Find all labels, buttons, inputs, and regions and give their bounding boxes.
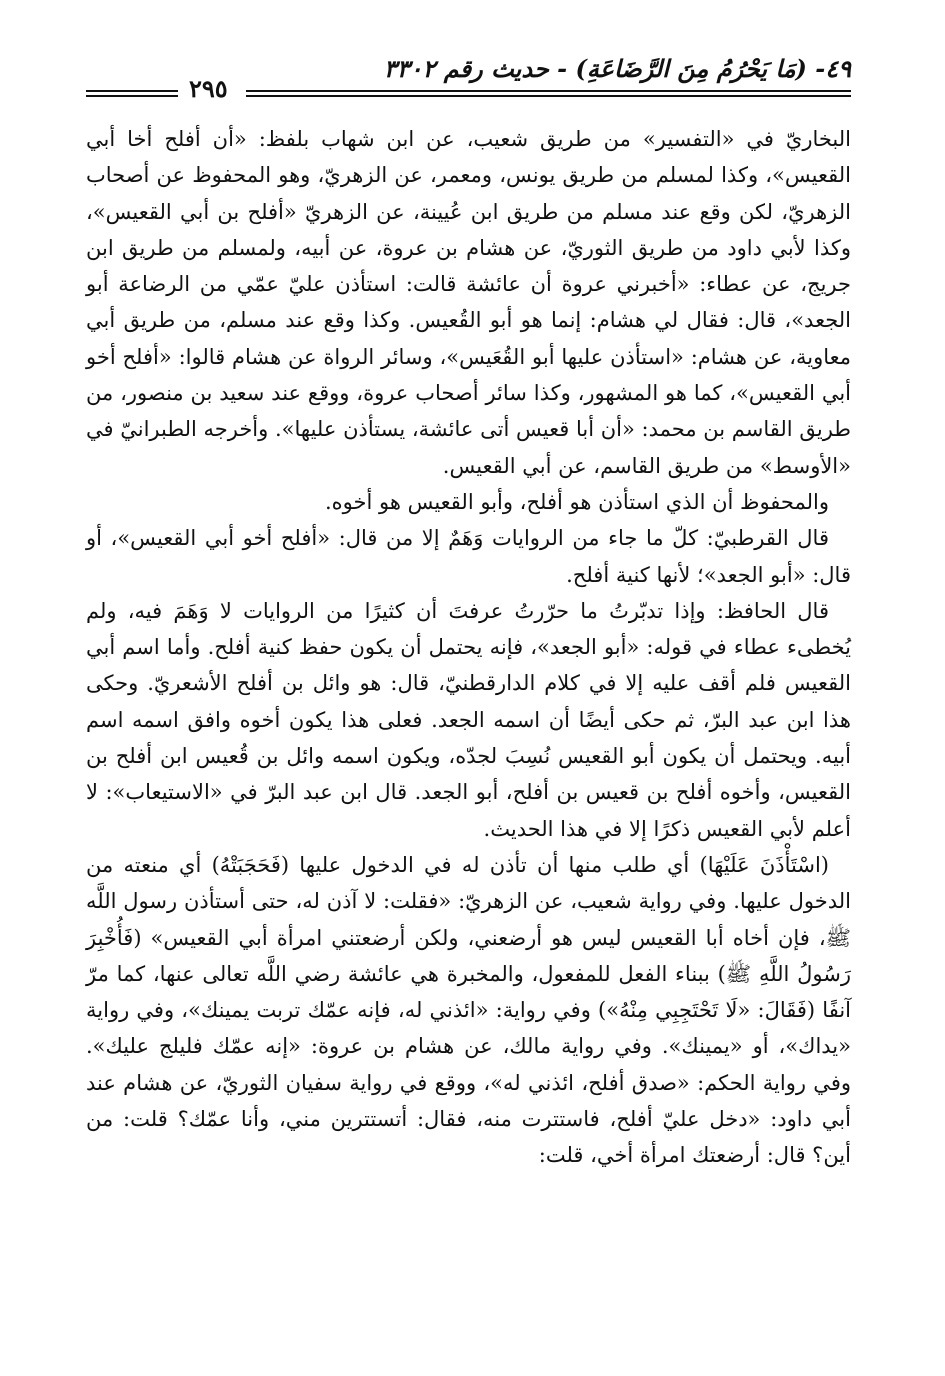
page-number: ٢٩٥: [189, 74, 228, 103]
paragraph: قال الحافظ: وإذا تدبّرتُ ما حرّرتُ عرفتَ أن كثيرًا من الروايات لا وَهَمَ فيه، ولم يُخطىء عطاء في قوله: «أبو الجعد»، فإنه يحتمل أن يكون حفظ كنية أفلح. وأما اسم أبي القعيس فلم أقف عليه إلا في كلام الدارقطنيّ، قال: هو وائل بن أفلح الأشعريّ. وحكى هذا ابن عبد البرّ، ثم حكى أيضًا أن اسمه الجعد. فعلى هذا يكون أخوه وافق اسمه اسم أبيه. ويحتمل أن يكون أبو القعيس نُسِبَ لجدّه، ويكون اسمه وائل بن قُعيس ابن أفلح بن القعيس، وأخوه أفلح بن قعيس بن أفلح، أبو الجعد. قال ابن عبد البرّ في «الاستيعاب»: لا أعلم لأبي القعيس ذكرًا إلا في هذا الحديث.: [86, 598, 852, 841]
paragraph: (اسْتَأْذَنَ عَلَيْهَا) أي طلب منها أن تأذن له في الدخول عليها (فَحَجَبَتْهُ) أي منعته من الدخول عليها. وفي رواية شعيب، عن الزهريّ: «فقلت: لا آذن له، حتى أستأذن رسول اللَّه ﷺ، فإن أخاه أبا القعيس ليس هو أرضعني، ولكن أرضعتني امرأة أبي القعيس» (فَأُخْبِرَ رَسُولُ اللَّهِ ﷺ) ببناء الفعل للمفعول، والمخبرة هي عائشة رضي اللَّه تعالى عنها، كما مرّ آنفًا (فَقَالَ: «لَا تَحْتَجِبِي مِنْهُ») وفي رواية: «ائذني له، فإنه عمّك تربت يمينك»، وفي رواية «يداك»، أو «يمينك». وفي رواية مالك، عن هشام بن عروة: «إنه عمّك فليلج عليك». وفي رواية الحكم: «صدق أفلح، ائذني له»، ووقع في رواية سفيان الثوريّ، عن هشام عند أبي داود: «دخل عليّ أفلح، فاستترت منه، فقال: أتستترين مني، وأنا عمّك؟ قلت: من أين؟ قال: أرضعتك امرأة أخي، قلت:: [86, 852, 851, 1168]
header-rule: [86, 95, 178, 97]
running-title: ٤٩- (مَا يَحْرُمُ مِنَ الرَّضَاعَةِ) - حديث رقم ٣٣٠٢: [383, 54, 851, 83]
header-rule: [246, 90, 851, 92]
header-rule: [246, 95, 851, 97]
page-header: [86, 52, 851, 103]
paragraph: والمحفوظ أن الذي استأذن هو أفلح، وأبو القعيس هو أخوه.: [324, 489, 829, 514]
paragraph: قال القرطبيّ: كلّ ما جاء من الروايات وَهَمٌ إلا من قال: «أفلح أخو أبي القعيس»، أو قال: «أبو الجعد»؛ لأنها كنية أفلح.: [86, 526, 851, 587]
commentary-body: [86, 121, 851, 1174]
header-rule: [86, 90, 178, 92]
paragraph: البخاريّ في «التفسير» من طريق شعيب، عن ابن شهاب بلفظ: «أن أفلح أخا أبي القعيس»، وكذا لمسلم من طريق يونس، ومعمر، عن الزهريّ، وهو المحفوظ عن أصحاب الزهريّ، لكن وقع عند مسلم من طريق ابن عُيينة، عن الزهريّ «أفلح بن أبي القعيس»، وكذا لأبي داود من طريق الثوريّ، عن هشام بن عروة، عن أبيه، ولمسلم من طريق ابن جريج، عن عطاء: «أخبرني عروة أن عائشة قالت: استأذن عليّ عمّي من الرضاعة أبو الجعد»، قال: فقال لي هشام: إنما هو أبو القُعيس. وكذا وقع عند مسلم، من طريق أبي معاوية، عن هشام: «استأذن عليها أبو القُعَيس»، وسائر الرواة عن هشام قالوا: «أفلح أخو أبي القعيس»، كما هو المشهور، وكذا سائر أصحاب عروة، ووقع عند سعيد بن منصور، من طريق القاسم بن محمد: «أن أبا قعيس أتى عائشة، يستأذن عليها». وأخرجه الطبرانيّ في «الأوسط» من طريق القاسم، عن أبي القعيس.: [86, 127, 851, 478]
